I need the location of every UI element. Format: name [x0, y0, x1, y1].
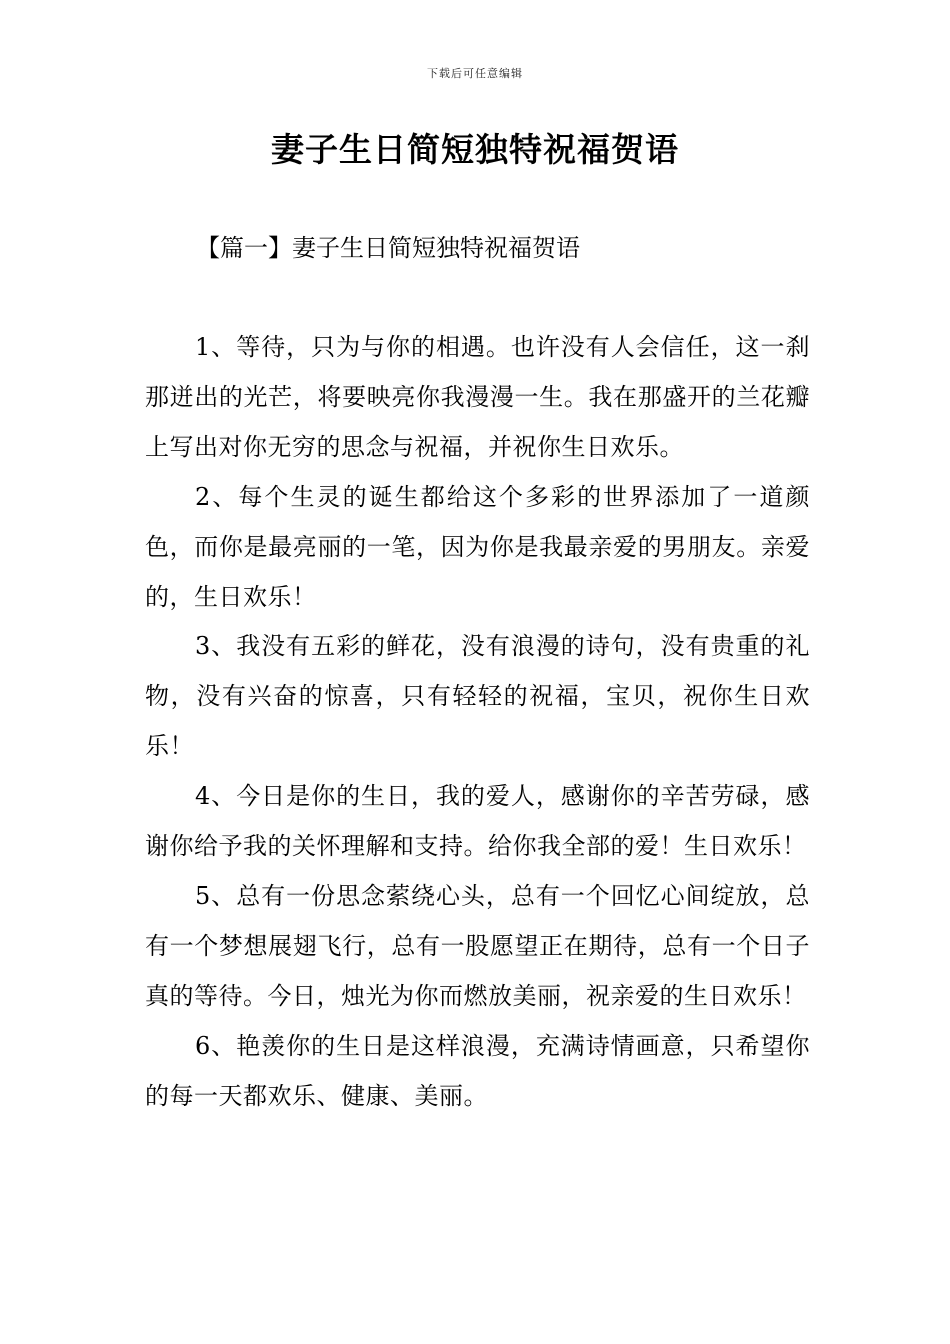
paragraph-5: 5、总有一份思念萦绕心头，总有一个回忆心间绽放，总有一个梦想展翅飞行，总有一股愿望正在期待，总有一个日子真的等待。今日，烛光为你而燃放美丽，祝亲爱的生日欢乐！: [145, 881, 810, 1010]
header-note: 下载后可任意编辑: [427, 67, 523, 80]
document-body: [145, 323, 810, 1122]
section-title: 【篇一】妻子生日简短独特祝福贺语: [196, 234, 580, 262]
paragraph-3: 3、我没有五彩的鲜花，没有浪漫的诗句，没有贵重的礼物，没有兴奋的惊喜，只有轻轻的祝福，宝贝，祝你生日欢乐！: [145, 632, 810, 761]
paragraph-6: 6、艳羡你的生日是这样浪漫，充满诗情画意，只希望你的每一天都欢乐、健康、美丽。: [145, 1031, 810, 1110]
paragraph-2: 2、每个生灵的诞生都给这个多彩的世界添加了一道颜色，而你是最亮丽的一笔，因为你是我最亲爱的男朋友。亲爱的，生日欢乐！: [145, 482, 810, 611]
document-title: 妻子生日简短独特祝福贺语: [271, 130, 679, 169]
paragraph-1: 1、等待，只为与你的相遇。也许没有人会信任，这一刹那迸出的光芒，将要映亮你我漫漫一生。我在那盛开的兰花瓣上写出对你无穷的思念与祝福，并祝你生日欢乐。: [145, 333, 810, 461]
paragraph-4: 4、今日是你的生日，我的爱人，感谢你的辛苦劳碌，感谢你给予我的关怀理解和支持。给你我全部的爱！生日欢乐！: [145, 782, 810, 861]
